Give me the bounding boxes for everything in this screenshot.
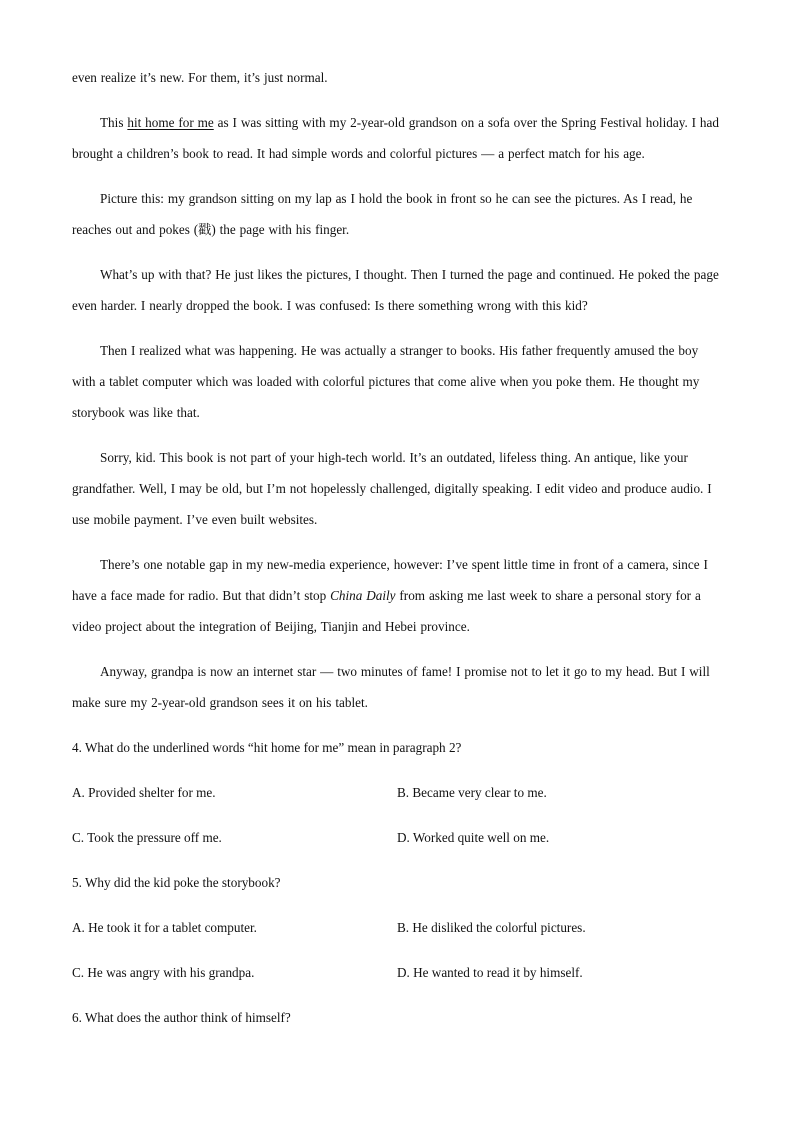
document-page <box>72 62 724 1033</box>
question-6-stem: 6. What does the author think of himself? <box>72 1010 291 1025</box>
question-5-options <box>72 912 724 988</box>
question-5-stem: 5. Why did the kid poke the storybook? <box>72 875 281 890</box>
question-4-option-b: B. Became very clear to me. <box>397 785 547 800</box>
paragraph-4: What’s up with that? He just likes the pictures, I thought. Then I turned the page and continued. He poked the page even harder. I nearly dropped the book. I was confused: Is there something wrong with this kid? <box>72 267 719 313</box>
underlined-phrase: hit home for me <box>127 115 214 130</box>
paragraph-continued: even realize it’s new. For them, it’s just normal. <box>72 70 328 85</box>
question-5-option-a: A. He took it for a tablet computer. <box>72 920 257 935</box>
paragraph-2 <box>72 107 724 169</box>
paragraph-8: Anyway, grandpa is now an internet star — two minutes of fame! I promise not to let it go to my head. But I will make sure my 2-year-old grandson sees it on his tablet. <box>72 664 710 710</box>
paragraph-2-text-end: as I was sitting with my 2-year-old grandson on a sofa over the Spring Festival holiday. I had brought a children’s book to read. It had simple words and colorful pictures — a perfect match for his age. <box>72 115 719 161</box>
paragraph-7 <box>72 549 724 642</box>
question-5-option-b: B. He disliked the colorful pictures. <box>397 920 586 935</box>
paragraph-6: Sorry, kid. This book is not part of your high-tech world. It’s an outdated, lifeless thing. An antique, like your grandfather. Well, I may be old, but I’m not hopelessly challenged, digitally speaking. I edit video and produce audio. I use mobile payment. I’ve even built websites. <box>72 450 712 527</box>
newspaper-name: China Daily <box>330 588 396 603</box>
paragraph-7-text-start: There’s one notable gap in my new-media experience, however: I’ve spent little time in front of a camera, since I have a face made for radio. But that didn’t stop <box>72 557 708 603</box>
paragraph-7-text-end: from asking me last week to share a personal story for a video project about the integration of Beijing, Tianjin and Hebei province. <box>72 588 701 634</box>
paragraph-3: Picture this: my grandson sitting on my lap as I hold the book in front so he can see the pictures. As I read, he reaches out and pokes (戳) the page with his finger. <box>72 191 693 237</box>
question-4-option-d: D. Worked quite well on me. <box>397 830 550 845</box>
question-5-option-d: D. He wanted to read it by himself. <box>397 965 583 980</box>
paragraph-2-text-start: This <box>100 115 128 130</box>
question-4-options <box>72 777 724 853</box>
question-4-stem: 4. What do the underlined words “hit home for me” mean in paragraph 2? <box>72 740 462 755</box>
question-4-option-c: C. Took the pressure off me. <box>72 830 222 845</box>
question-4-option-a: A. Provided shelter for me. <box>72 785 216 800</box>
question-5-option-c: C. He was angry with his grandpa. <box>72 965 255 980</box>
paragraph-5: Then I realized what was happening. He was actually a stranger to books. His father frequently amused the boy with a tablet computer which was loaded with colorful pictures that come alive when you poke them. He thought my storybook was like that. <box>72 343 700 420</box>
